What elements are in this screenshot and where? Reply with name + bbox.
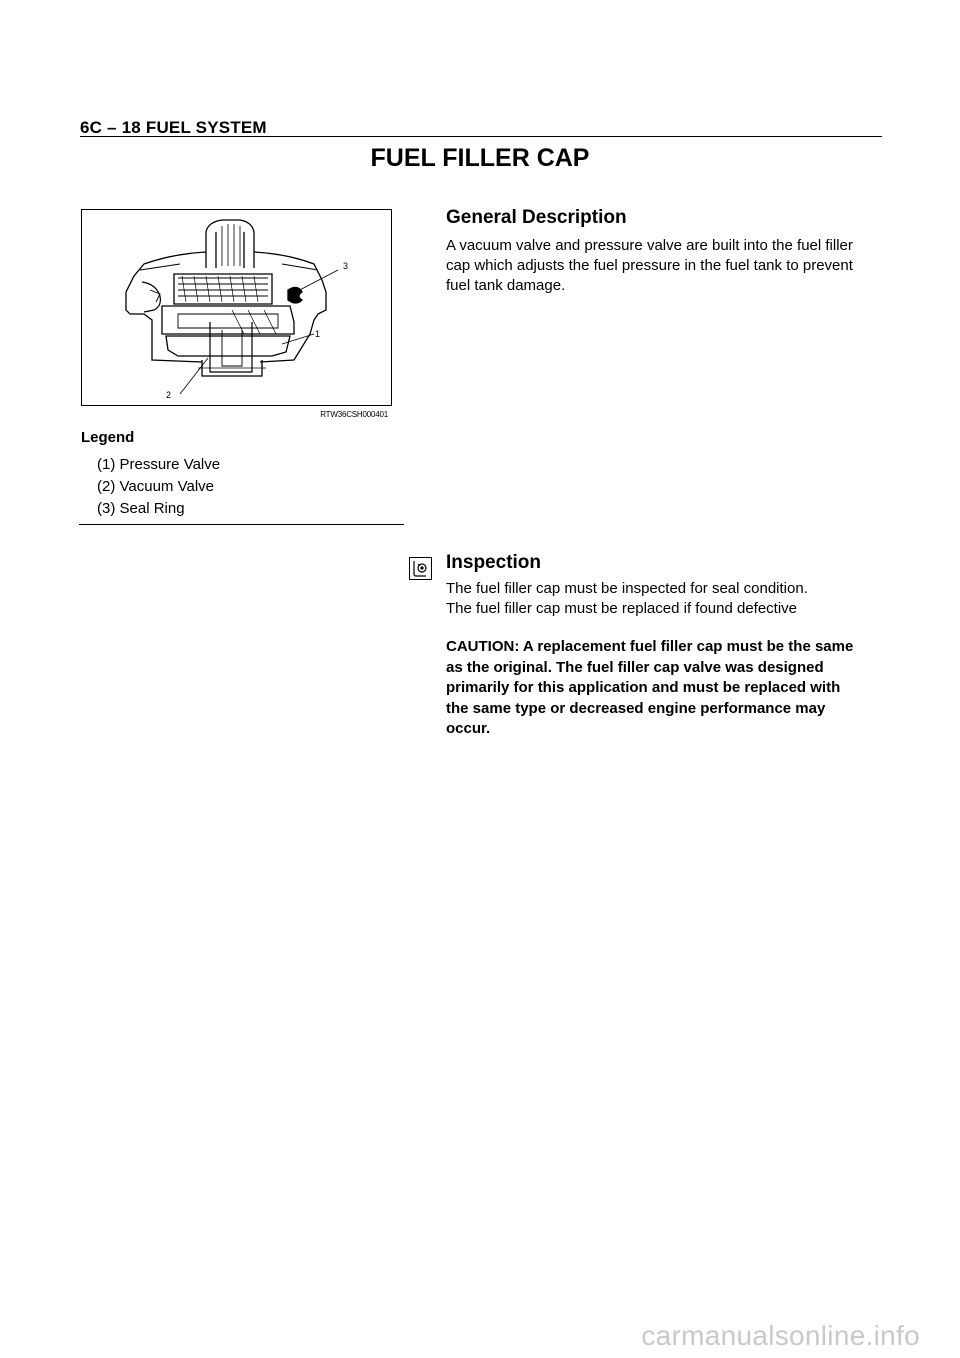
inspection-heading: Inspection xyxy=(446,552,542,573)
legend-title: Legend xyxy=(81,429,135,446)
general-description-text xyxy=(446,236,878,296)
text-line: the same type or decreased engine performance may xyxy=(446,699,826,717)
text-line: A vacuum valve and pressure valve are built into the fuel filler xyxy=(446,237,853,254)
page-title: FUEL FILLER CAP xyxy=(370,144,590,172)
text-line: primarily for this application and must be replaced with xyxy=(446,679,841,696)
legend-list xyxy=(97,454,220,520)
fuel-filler-cap-figure xyxy=(81,209,392,419)
inspect-icon xyxy=(409,557,432,580)
text-line: fuel tank damage. xyxy=(446,277,566,294)
callout-2: 2 xyxy=(166,390,172,400)
text-line: occur. xyxy=(446,720,491,737)
text-line: CAUTION: A replacement fuel filler cap must be the same xyxy=(446,638,854,655)
caution-text xyxy=(446,637,878,740)
watermark: carmanualsonline.info xyxy=(641,1320,920,1351)
text-line: cap which adjusts the fuel pressure in the fuel tank to prevent xyxy=(446,257,853,274)
legend-rule xyxy=(79,524,404,525)
figure-id: RTW36CSH000401 xyxy=(320,410,388,419)
text-line: The fuel filler cap must be inspected for seal condition. xyxy=(446,580,808,597)
legend-item: (1) Pressure Valve xyxy=(97,456,221,473)
callout-1: 1 xyxy=(315,329,321,339)
header-rule xyxy=(80,136,882,137)
inspection-text xyxy=(446,579,878,619)
legend-item: (3) Seal Ring xyxy=(97,500,185,517)
fuel-filler-cap-cross-section-illustration xyxy=(82,210,393,407)
text-line: The fuel filler cap must be replaced if found defective xyxy=(446,600,798,617)
general-description-heading: General Description xyxy=(446,207,627,228)
callout-3: 3 xyxy=(343,261,349,271)
text-line: as the original. The fuel filler cap valve was designed xyxy=(446,658,824,676)
legend-item: (2) Vacuum Valve xyxy=(97,478,214,495)
running-header: 6C – 18 FUEL SYSTEM xyxy=(80,118,267,137)
